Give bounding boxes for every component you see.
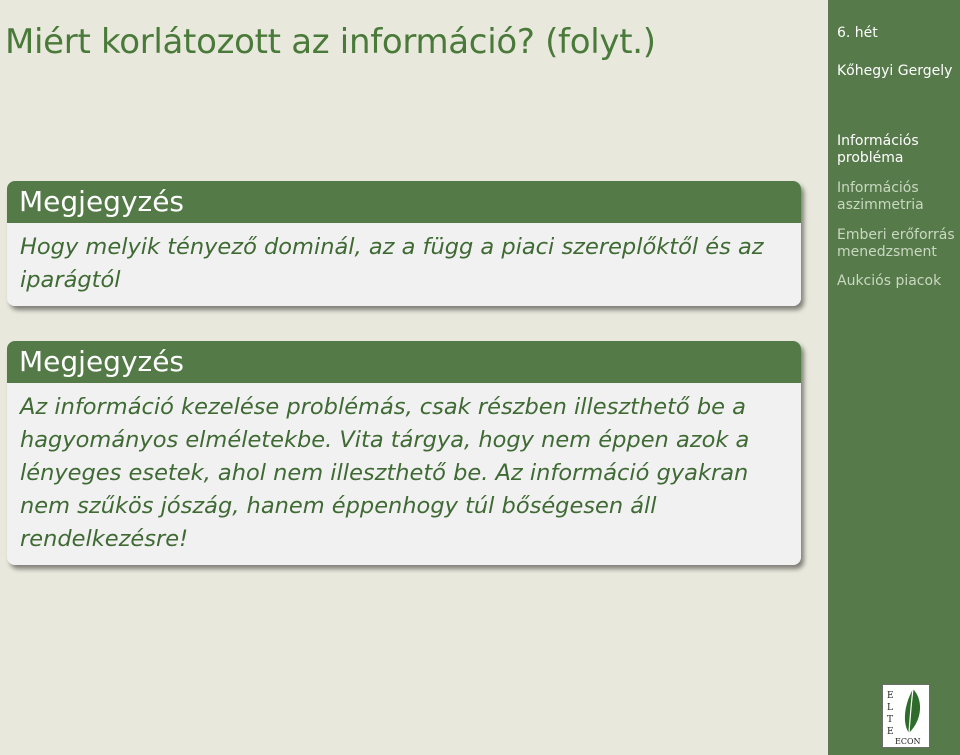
- elte-econ-logo: [882, 684, 930, 748]
- logo-econ-text: ECON: [895, 737, 921, 746]
- block-body-text: Az információ kezelése problémás, csak részben illeszthető be a hagyományos elméletekbe. Vita tárgya, hogy nem éppen azok a lényeges esetek, ahol nem illeszthető be. Az információ gyakran nem szűkös jószág, hanem éppenhogy túl bőségesen áll rendelkezésre!: [7, 383, 801, 565]
- sidebar-item-informacios-problema[interactable]: [837, 133, 919, 167]
- sidebar-item-informacios-aszimmetria[interactable]: [837, 180, 924, 214]
- logo-letter: T: [887, 715, 894, 725]
- sidebar-item-label: Emberi erőforrás: [837, 227, 955, 243]
- sidebar-item-label: Aukciós piacok: [837, 273, 942, 289]
- logo-letter: L: [887, 703, 893, 713]
- remark-block-2: [7, 341, 801, 565]
- block-body-text: Hogy melyik tényező dominál, az a függ a piaci szereplőktől és az iparágtól: [7, 223, 801, 306]
- elte-econ-leaf-icon: [883, 685, 929, 747]
- sidebar-item-label: Információs: [837, 133, 919, 149]
- block-heading: Megjegyzés: [7, 181, 801, 223]
- logo-letter: E: [887, 691, 894, 701]
- sidebar-item-label: Információs: [837, 180, 919, 196]
- sidebar-week-label[interactable]: 6. hét: [837, 25, 878, 41]
- sidebar-item-label: menedzsment: [837, 244, 937, 260]
- sidebar-item-label: aszimmetria: [837, 197, 924, 213]
- sidebar-item-aukcios-piacok[interactable]: [837, 273, 941, 290]
- sidebar-author[interactable]: Kőhegyi Gergely: [837, 63, 953, 79]
- page-title: Miért korlátozott az információ? (folyt.): [5, 22, 656, 62]
- sidebar-item-emberi-eroforras-menedzsment[interactable]: [837, 227, 955, 261]
- block-heading: Megjegyzés: [7, 341, 801, 383]
- logo-letter: E: [887, 727, 894, 737]
- remark-block-1: [7, 181, 801, 306]
- sidebar-item-label: probléma: [837, 150, 904, 166]
- navigation-sidebar: [828, 0, 960, 755]
